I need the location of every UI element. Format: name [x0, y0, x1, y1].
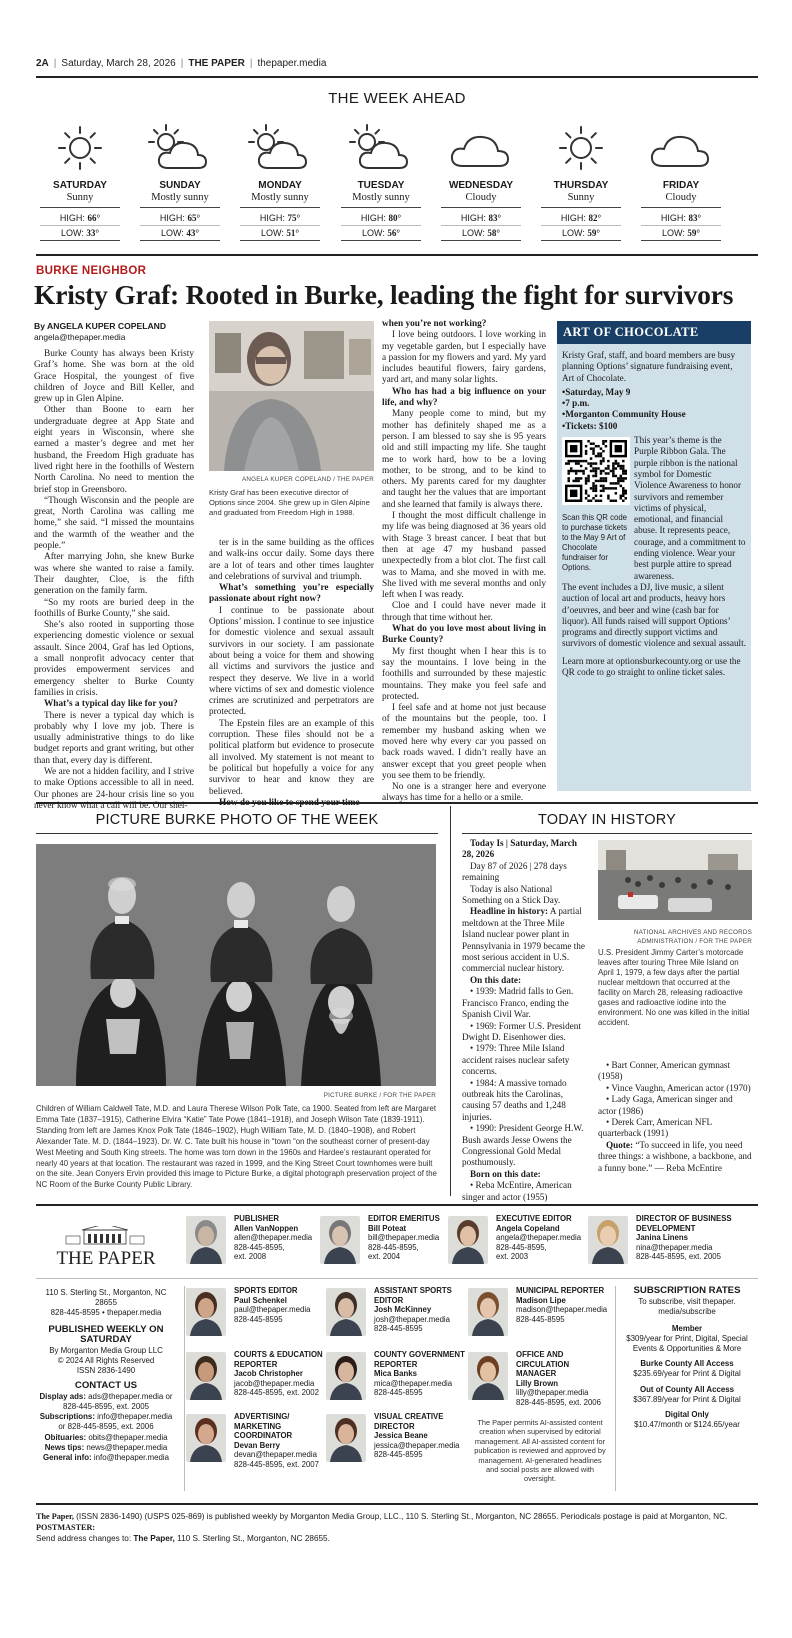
- staff-email[interactable]: madison@thepaper.media: [516, 1305, 608, 1315]
- staff-avatar: [468, 1288, 508, 1336]
- three-mile-island-photo: [598, 840, 752, 920]
- staff-avatar: [326, 1352, 366, 1400]
- history-column-2: [598, 1060, 752, 1174]
- byline-author: By ANGELA KUPER COPELAND: [34, 321, 167, 331]
- aoc-detail-item: • 7 p.m.: [562, 398, 746, 409]
- history-photo-credit: NATIONAL ARCHIVES AND RECORDS ADMINISTRATION / FOR THE PAPER: [633, 929, 752, 945]
- born-label: Born on this date:: [470, 1168, 541, 1179]
- staff-phone: 828-445-8595,: [234, 1242, 285, 1252]
- staff-phone: 828-445-8595, ext. 2002: [234, 1388, 319, 1398]
- staff-avatar: [448, 1216, 488, 1264]
- story-column-2: [209, 538, 374, 809]
- staff-name: Mica Banks: [374, 1369, 417, 1379]
- aoc-intro: Kristy Graf, staff, and board members are busy planning Options’ signature fundraising event, Art of Chocolate.: [562, 350, 736, 383]
- history-event: • 1939: Madrid falls to Gen. Francisco Franco, ending the Spanish Civil War.: [462, 986, 574, 1020]
- sun-icon: [40, 122, 120, 174]
- low-temp: LOW: 43°: [140, 226, 220, 241]
- picture-credit: PICTURE BURKE / FOR THE PAPER: [323, 1092, 436, 1099]
- story-column-3: [382, 319, 546, 805]
- question: What’s a typical day like for you?: [44, 699, 178, 710]
- history-event: • 1969: Former U.S. President Dwight D. Eisenhower dies.: [462, 1020, 581, 1042]
- story-paragraph: My first thought when I hear this is to say the mountains. I love being in the foothills and surrounded by these majestic mountains. They make you feel safe and protected.: [382, 646, 546, 702]
- issn: ISSN 2836-1490: [76, 1366, 136, 1376]
- staff-phone: 828-445-8595: [516, 1314, 565, 1324]
- tate-family-photo: [36, 844, 436, 1086]
- subscription-tier: Digital Only $10.47/month or $124.65/year: [634, 1410, 740, 1430]
- contact-line: News tips: news@thepaper.media: [44, 1442, 168, 1452]
- staff-phone: 828-445-8595, ext. 2005: [636, 1252, 721, 1262]
- cloud-icon: [641, 122, 721, 174]
- staff-email[interactable]: josh@thepaper.media: [374, 1314, 450, 1324]
- aoc-title: ART OF CHOCOLATE: [557, 321, 751, 344]
- staff-phone: 828-445-8595,: [496, 1242, 547, 1252]
- story-paragraph: There is never a typical day which is probably why I love my job. There is usually administrative things to do like budget reports and grant writing, but other than that, every day is different.: [34, 710, 194, 766]
- staff-role: MUNICIPAL REPORTER: [516, 1286, 605, 1295]
- subscription-tier: Member $309/year for Print, Digital, Special Events & Opportunities & More: [626, 1323, 748, 1354]
- subs-title: SUBSCRIPTION RATES: [633, 1285, 741, 1296]
- quote-text: “To succeed in life, you need three things: a wishbone, a backbone, and a funny bone.” — Reba McEntire: [598, 1139, 752, 1173]
- contact-title: CONTACT US: [74, 1379, 138, 1391]
- staff-phone: 828-445-8595,: [368, 1242, 419, 1252]
- week-ahead-title: THE WEEK AHEAD: [328, 90, 466, 107]
- staff-role: EDITOR EMERITUS: [368, 1214, 440, 1223]
- issue-date: Saturday, March 28, 2026: [61, 58, 176, 69]
- forecast-day: [533, 122, 629, 241]
- staff-phone: 828-445-8595: [374, 1450, 423, 1460]
- history-title: TODAY IN HISTORY: [537, 812, 677, 828]
- birthday-item: • Bart Conner, American gymnast (1958): [598, 1060, 731, 1082]
- site-link[interactable]: thepaper.media: [257, 58, 327, 69]
- story-paragraph: No one is a stranger here and everyone always has time for a hello or a smile.: [382, 782, 546, 804]
- story-paragraph: We are not a hidden facility, and I strive to make Options accessible to all in need. Our phones are 24-hour crisis line so you never know what a call will be. Our shel-: [34, 766, 194, 811]
- staff-entry: [368, 1214, 460, 1262]
- day-condition: Sunny: [567, 192, 595, 203]
- staff-name: Jacob Christopher: [234, 1369, 303, 1379]
- cloud-icon: [441, 122, 521, 174]
- question: Who has had a big influence on your life, and why?: [382, 386, 546, 409]
- staff-avatar: [468, 1352, 508, 1400]
- story-column-1: [34, 321, 194, 812]
- forecast-day: [333, 122, 429, 241]
- aoc-details: [562, 387, 746, 432]
- aoc-detail-item: • Saturday, May 9: [562, 387, 746, 398]
- day-condition: Mostly sunny: [151, 192, 209, 203]
- day-name: WEDNESDAY: [448, 180, 514, 191]
- high-temp: HIGH: 66°: [40, 211, 120, 226]
- staff-ext: ext. 2003: [496, 1252, 529, 1262]
- staff-entry: [374, 1412, 466, 1460]
- subscription-tier: Burke County All Access $235.69/year for Print & Digital: [633, 1359, 741, 1379]
- staff-avatar: [186, 1288, 226, 1336]
- staff-entry: [516, 1350, 608, 1408]
- staff-entry: [374, 1286, 466, 1334]
- staff-role: COUNTY GOVERNMENT REPORTER: [374, 1350, 465, 1369]
- high-temp: HIGH: 80°: [341, 211, 421, 226]
- rights: © 2024 All Rights Reserved: [57, 1356, 155, 1366]
- staff-entry: [234, 1286, 326, 1324]
- staff-phone: 828-445-8595, ext. 2007: [234, 1459, 319, 1469]
- page-number: 2A: [36, 58, 49, 69]
- subscription-tier: Out of County All Access $367.89/year for Print & Digital: [633, 1384, 741, 1404]
- high-temp: HIGH: 75°: [240, 211, 320, 226]
- aoc-theme: This year’s theme is the Purple Ribbon Gala. The purple ribbon is the national symbol for Domestic Violence Awareness to honor survivors and remember victims of physical, emotional, and financial abuse. It represents peace, courage, and a commitment to ending violence. Wear your best purple attire to spread awareness.: [634, 435, 746, 581]
- staff-name: Janina Linens: [636, 1233, 688, 1243]
- day-condition: Mostly sunny: [352, 192, 410, 203]
- story-paragraph: After marrying John, she knew Burke was where she wanted to raise a family. Their daughter, Cloe, is the fifth generation on the family farm.: [34, 552, 194, 597]
- day-name: THURSDAY: [553, 180, 609, 191]
- staff-entry: [496, 1214, 588, 1262]
- footer-send: Send address changes to:: [36, 1534, 134, 1543]
- footer-postmaster: POSTMASTER:: [36, 1523, 96, 1532]
- staff-email[interactable]: mica@thepaper.media: [374, 1378, 453, 1388]
- staff-avatar: [326, 1414, 366, 1462]
- headline-label: Headline in history:: [470, 906, 549, 917]
- mostly-sunny-icon: [341, 122, 421, 174]
- history-lead: Today Is | Saturday, March 28, 2026: [462, 838, 577, 860]
- byline-email[interactable]: angela@thepaper.media: [34, 332, 126, 342]
- low-temp: LOW: 58°: [441, 226, 521, 241]
- picture-burke-title: PICTURE BURKE PHOTO OF THE WEEK: [95, 812, 379, 828]
- day-condition: Cloudy: [465, 192, 497, 203]
- masthead-info: [36, 1288, 176, 1463]
- staff-email[interactable]: allen@thepaper.media: [234, 1233, 313, 1243]
- staff-name: Angela Copeland: [496, 1223, 560, 1233]
- history-day: Day 87 of 2026 | 278 days remaining: [462, 860, 567, 883]
- masthead-phone-site: 828-445-8595 • thepaper.media: [50, 1308, 162, 1318]
- birthday-item: • Vince Vaughn, American actor (1970): [606, 1082, 751, 1093]
- story-paragraph: Burke County has always been Kristy Graf’s home. She was born at the old Grace Hospital, the youngest of five children of Joyce and Bill Keller, and grew up in Glen Alpine.: [34, 349, 194, 405]
- staff-role: EXECUTIVE EDITOR: [496, 1214, 572, 1223]
- masthead-address: 110 S. Sterling St., Morganton, NC 28655: [45, 1288, 167, 1308]
- paper-name: THE PAPER: [188, 58, 245, 69]
- aoc-detail-item: • Morganton Community House: [562, 409, 746, 420]
- staff-role: SPORTS EDITOR: [234, 1286, 298, 1295]
- forecast-day: [232, 122, 328, 241]
- byline: [34, 321, 194, 343]
- footer-address: 110 S. Sterling St., Morganton, NC 28655.: [174, 1534, 330, 1543]
- staff-name: Allen VanNoppen: [234, 1223, 299, 1233]
- staff-entry: [234, 1350, 326, 1398]
- staff-name: Jessica Beane: [374, 1431, 428, 1441]
- history-event: • 1979: Three Mile Island accident raises nuclear safety concerns.: [462, 1043, 570, 1077]
- postal-footer: [36, 1511, 758, 1544]
- staff-role: VISUAL CREATIVE DIRECTOR: [374, 1412, 444, 1431]
- day-name: MONDAY: [258, 180, 302, 191]
- staff-entry: [234, 1412, 326, 1470]
- birthday-item: • Derek Carr, American NFL quarterback (1991): [598, 1117, 712, 1139]
- story-paragraph: She’s also rooted in supporting those experiencing domestic violence or sexual assault. Since 2004, Graf has led Options, a small nonprofit advocacy center that provides empowerment services and emergency shelter to Burke County families in crisis.: [34, 620, 194, 698]
- staff-role: DIRECTOR OF BUSINESS DEVELOPMENT: [636, 1214, 732, 1233]
- story-paragraph: “Though Wisconsin and the people are great, North Carolina was calling me home,” she said. “I missed the mountains and the warmth of the weather and the people.”: [34, 495, 194, 552]
- subscription-box: [618, 1286, 756, 1435]
- staff-phone: 828-445-8595: [234, 1314, 283, 1324]
- story-paragraph: Cloe and I could have never made it through that time without her.: [382, 601, 546, 623]
- staff-name: Paul Schenkel: [234, 1295, 287, 1305]
- forecast-day: [132, 122, 228, 241]
- high-temp: HIGH: 83°: [641, 211, 721, 226]
- low-temp: LOW: 59°: [641, 226, 721, 241]
- staff-avatar: [186, 1414, 226, 1462]
- staff-name: Josh McKinney: [374, 1305, 432, 1315]
- staff-entry: [374, 1350, 466, 1398]
- low-temp: LOW: 51°: [240, 226, 320, 241]
- mostly-sunny-icon: [240, 122, 320, 174]
- staff-phone: 828-445-8595: [374, 1324, 423, 1334]
- contact-line: Display ads: ads@thepaper.media or 828-445-8595, ext. 2005: [39, 1391, 173, 1412]
- story-paragraph: I feel safe and at home not just because of the mountains but the people, too. I remember my husband asking when we moved here why every car you passed on back roads waved. I didn’t really have an answer except that you greet people when you see them to be friendly.: [382, 703, 546, 781]
- staff-phone: 828-445-8595: [374, 1388, 423, 1398]
- contact-line: Subscriptions: info@thepaper.media or 828-445-8595, ext. 2006: [39, 1412, 173, 1432]
- story-paragraph: I thought the most difficult challenge in my life was being diagnosed at 36 years old with Stage 3 breast cancer. I beat that but then at age 47 my husband passed unexpectedly from a blot clot. The first call was to Mama, and she moved in with me. She lived with me several months and only left when I was ready.: [382, 511, 546, 601]
- staff-role: OFFICE AND CIRCULATION MANAGER: [516, 1350, 570, 1379]
- page-header: 2A | Saturday, March 28, 2026 | THE PAPER | thepaper.media: [36, 58, 327, 69]
- aoc-learn-more[interactable]: Learn more at optionsburkecounty.org or use the QR code to go straight to online ticket sales.: [562, 655, 741, 678]
- staff-email[interactable]: nina@thepaper.media: [636, 1242, 713, 1252]
- low-temp: LOW: 56°: [341, 226, 421, 241]
- pub-by: By Morganton Media Group LLC: [49, 1346, 163, 1356]
- history-event: • 1984: A massive tornado outbreak hits the Carolinas, causing 57 deaths and 1,248 injuries.: [462, 1077, 567, 1122]
- day-condition: Cloudy: [665, 192, 697, 203]
- birthday-item: • Lady Gaga, American singer and actor (1986): [598, 1094, 733, 1116]
- question: How do you like to spend your time: [219, 797, 360, 808]
- day-condition: Sunny: [66, 192, 94, 203]
- staff-phone: 828-445-8595, ext. 2006: [516, 1397, 601, 1407]
- story-headline: Kristy Graf: Rooted in Burke, leading the fight for survivors: [34, 279, 734, 310]
- story-paragraph: ter is in the same building as the offices and walk-ins occur daily. Some days there are a lot of tears and other times laughter and celebrations of survival and triumph.: [209, 538, 374, 582]
- footer-paper-2: The Paper,: [133, 1534, 175, 1543]
- on-this-date-label: On this date:: [470, 974, 522, 985]
- question-continued: when you’re not working?: [382, 319, 487, 329]
- staff-role: PUBLISHER: [234, 1214, 280, 1223]
- sun-icon: [541, 122, 621, 174]
- forecast-day: [633, 122, 729, 241]
- story-paragraph: I continue to be passionate about Options’ mission. I continue to see injustice for domestic violence and sexual assault survivors in our society. I am passionate about being a voice for them and showing all victims and survivors the justice and respect they deserve. We live in a world where victims of sex and domestic violence crimes are scrutinized and perpetrators are protected.: [209, 605, 374, 718]
- paper-logo: [36, 1226, 176, 1268]
- qr-code[interactable]: [562, 437, 630, 505]
- high-temp: HIGH: 65°: [140, 211, 220, 226]
- story-paragraph: Many people come to mind, but my mother has definitely shaped me as a person. I am blessed to say she is 95 years old and still impacting my life. She taught me to work hard, how to be a loving mother, to be strong, and to be kind to others. My parents cared for my daughter and taught her the values that are important and she learned that family is always there.: [382, 409, 546, 510]
- headline-text: A partial meltdown at the Three Mile Island nuclear power plant in Pennsylvania in 1979 became the most serious accident in U.S. commercial nuclear history.: [462, 906, 585, 974]
- question: What’s something you’re especially passionate about right now?: [209, 583, 374, 605]
- logo-text: THE PAPER: [56, 1248, 156, 1268]
- staff-ext: ext. 2004: [368, 1252, 401, 1262]
- story-paragraph: I love being outdoors. I love working in my vegetable garden, but I especially have a passion for my flowers and yard. My yard includes beautiful flowers, fairy gardens, yard art, and many solar lights.: [382, 330, 546, 386]
- staff-avatar: [326, 1288, 366, 1336]
- low-temp: LOW: 33°: [40, 226, 120, 241]
- birthday-item: • Reba McEntire, American singer and actor (1955): [462, 1180, 572, 1202]
- staff-email[interactable]: devan@thepaper.media: [234, 1450, 317, 1460]
- art-of-chocolate-box: [557, 321, 751, 791]
- ai-note: The Paper permits AI-assisted content creation when supervised by editorial management. All AI-assisted content for publication is reviewed and approved by management. AI-generated headlines and social posts are allowed with oversight.: [474, 1418, 606, 1484]
- contact-line: Obituaries: obits@thepaper.media: [44, 1432, 168, 1442]
- story-paragraph: The Epstein files are an example of this corruption. These files should not be a political platform but evidence to prosecute all involved. My statement is not meant to be political but hopefully a voice for any survivor to hear and know they are believed.: [209, 718, 374, 797]
- story-paragraph: Other than Boone to earn her undergraduate degree at App State and eight years in Wisconsin, where she earned a master’s degree and met her husband, the Freedom High graduate has lived right here in the foothills of Western North Carolina. No need to mention the brief stop in Greensboro.: [34, 405, 194, 495]
- staff-ext: ext. 2008: [234, 1252, 267, 1262]
- staff-entry: [636, 1214, 756, 1262]
- staff-email[interactable]: angela@thepaper.media: [496, 1233, 582, 1243]
- day-name: TUESDAY: [357, 180, 405, 191]
- staff-name: Madison Lipe: [516, 1295, 566, 1305]
- footer-paper: The Paper,: [36, 1512, 74, 1521]
- photo-credit: ANGELA KUPER COPELAND / THE PAPER: [242, 476, 374, 483]
- kristy-graf-photo: [209, 321, 374, 471]
- day-name: SATURDAY: [53, 180, 107, 191]
- high-temp: HIGH: 82°: [541, 211, 621, 226]
- aoc-event-details: The event includes a DJ, live music, a silent auction of local art and products, heavy hors d’oeuvres, and beer and wine (cash bar for liquor). All funds raised will support Options’ programs and directly support victims and survivors of domestic violence and sexual assault.: [562, 581, 746, 649]
- mostly-sunny-icon: [140, 122, 220, 174]
- aoc-detail-item: • Tickets: $100: [562, 421, 746, 432]
- qr-caption: Scan this QR code to purchase tickets to the May 9 Art of Chocolate fundraiser for Options.: [562, 513, 628, 573]
- staff-email[interactable]: bill@thepaper.media: [368, 1233, 440, 1243]
- staff-role: ASSISTANT SPORTS EDITOR: [374, 1286, 452, 1305]
- high-temp: HIGH: 83°: [441, 211, 521, 226]
- day-name: SUNDAY: [159, 180, 201, 191]
- staff-entry: [516, 1286, 608, 1324]
- staff-name: Devan Berry: [234, 1440, 280, 1450]
- staff-role: COURTS & EDUCATION REPORTER: [234, 1350, 323, 1369]
- staff-role: ADVERTISING/ MARKETING COORDINATOR: [234, 1412, 293, 1441]
- history-event: • 1990: President George H.W. Bush awards Jesse Owens the Congressional Gold Medal posthumously.: [462, 1123, 584, 1168]
- low-temp: LOW: 59°: [541, 226, 621, 241]
- history-column-1: [462, 838, 589, 1203]
- staff-name: Lilly Brown: [516, 1378, 559, 1388]
- staff-avatar: [320, 1216, 360, 1264]
- staff-avatar: [186, 1352, 226, 1400]
- contact-line: General info: info@thepaper.media: [42, 1453, 169, 1463]
- story-kicker: BURKE NEIGHBOR: [36, 265, 147, 277]
- forecast-day: [433, 122, 529, 241]
- staff-email[interactable]: paul@thepaper.media: [234, 1305, 311, 1315]
- day-condition: Mostly sunny: [251, 192, 309, 203]
- published-title: PUBLISHED WEEKLY ON SATURDAY: [48, 1323, 164, 1345]
- question: What do you love most about living in Burke County?: [382, 624, 546, 646]
- staff-name: Bill Poteat: [368, 1223, 407, 1233]
- subs-intro: To subscribe, visit thepaper. media/subscribe: [638, 1297, 736, 1317]
- photo-caption: Kristy Graf has been executive director of Options since 2004. She grew up in Glen Alpine and graduated from Freedom High in 1988.: [209, 488, 370, 517]
- forecast-day: [32, 122, 128, 241]
- staff-avatar: [588, 1216, 628, 1264]
- staff-entry: [234, 1214, 326, 1262]
- footer-statement: (ISSN 2836-1490) (USPS 025-869) is published weekly by Morganton Media Group, LLC., 110 S. Sterling St., Morganton, NC 28655. Periodicals postage is paid at Morganton, NC.: [73, 1512, 728, 1521]
- staff-email[interactable]: jessica@thepaper.media: [374, 1440, 460, 1450]
- history-photo-caption: U.S. President Jimmy Carter’s motorcade leaves after touring Three Mile Island on April 1, 1979, a few days after the partial nuclear meltdown that occurred at the facility on March 28, releasing radioactive gases and radioactive iodine into the environment. No one was killed in the initial accident.: [598, 948, 750, 1027]
- staff-email[interactable]: lilly@thepaper.media: [516, 1388, 589, 1398]
- staff-email[interactable]: jacob@thepaper.media: [234, 1378, 315, 1388]
- story-paragraph: “So my roots are buried deep in the foothills of Burke County,” she said.: [34, 597, 194, 619]
- day-name: FRIDAY: [662, 180, 700, 191]
- staff-avatar: [186, 1216, 226, 1264]
- history-special: Today is also National Something on a Stick Day.: [462, 883, 561, 906]
- quote-label: Quote:: [606, 1139, 634, 1150]
- picture-caption: Children of William Caldwell Tate, M.D. and Laura Therese Wilson Polk Tate, ca 1900. Seated from left are Margaret Emma Tate (1837–1915), Catherine Elvira “Katie” Tate Powe (1841–1918), and Joseph Wilson Tate (1839-1911). Standing from left are James Knox Polk Tate (1846–1902), Hugh William Tate, M. D. (1840–1908), and Robert Alexander Tate. M. D. (1844–1923). Dr. W. C. Tate built his house in “town “on the southeast corner of present-day West Meeting and South King streets. The home was torn down in the 1960s and Hardee’s restaurant operated for nearly 40 years at that location. The restaurant was razed in 1999, and the King Street Court townhomes were built on the site. Jean Conyers Ervin provided this image to Picture Burke, a digital photograph preservation project of the NC Room of the Burke County Public Library.: [36, 1104, 437, 1190]
